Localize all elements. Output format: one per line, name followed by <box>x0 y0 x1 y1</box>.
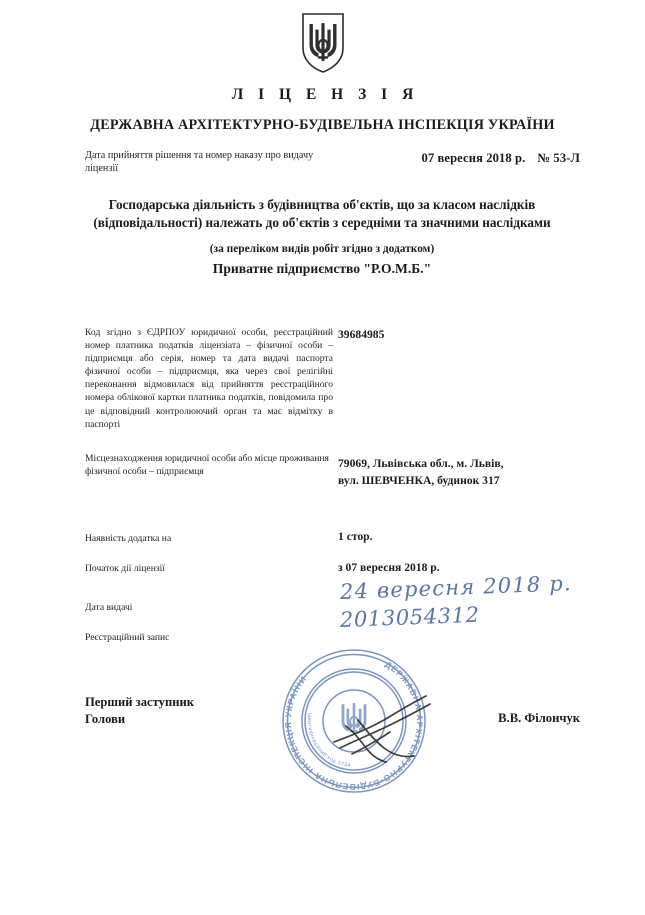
svg-text:ДЕРЖАВНА АРХІТЕКТУРНО-БУДІВЕЛЬ: ДЕРЖАВНА АРХІТЕКТУРНО-БУДІВЕЛЬНА ІНСПЕКЦІЯ УКРАЇНИ <box>282 658 426 793</box>
address-label: Місцезнаходження юридичної особи або місце проживання фізичної особи – підприємця <box>85 453 329 478</box>
edrpou-label: Код згідно з ЄДРПОУ юридичної особи, реєстраційний номер платника податків ліцензіата – фізичної особи – підприємця або серія, номер та дата видачі паспорта фізичної особи – підприємця, яка через свої релігійні переконання відмовилася від прийняття реєстраційного номера облікової картки платника податків, повідомила про це відповідний контролюючий орган та має відмітку в паспорті <box>85 327 333 430</box>
issuing-authority: ДЕРЖАВНА АРХІТЕКТУРНО-БУДІВЕЛЬНА ІНСПЕКЦІЯ УКРАЇНИ <box>90 117 555 133</box>
signatory-title-line-2: Голови <box>85 712 126 726</box>
signatory-title <box>85 694 305 728</box>
address-line-1: 79069, Львівська обл., м. Львів, <box>338 457 504 470</box>
handwritten-signature <box>330 690 460 770</box>
address-line-2: вул. ШЕВЧЕНКА, будинок 317 <box>338 473 500 487</box>
licensed-activity-note: (за переліком видів робіт згідно з додатком) <box>209 243 435 255</box>
registration-record-handwritten-value: 2013054312 <box>339 602 480 632</box>
annex-label: Наявність додатка на <box>85 533 172 544</box>
address-value <box>338 456 588 489</box>
coat-of-arms-container <box>0 12 645 79</box>
licensed-activity: Господарська діяльність з будівництва об'єктів, що за класом наслідків (відповідальності) належать до об'єктів з середніми та значними наслідками <box>93 197 551 231</box>
annex-value: 1 стор. <box>338 530 373 543</box>
ukraine-trident-icon <box>300 12 346 74</box>
license-start-value: з 07 вересня 2018 р. <box>338 561 440 574</box>
signatory-name: В.В. Філончук <box>498 711 580 725</box>
license-start-label: Початок дії ліцензії <box>85 563 165 574</box>
order-number: № 53-Л <box>537 151 580 165</box>
registration-record-label: Реєстраційний запис <box>85 632 170 643</box>
issue-date-label: Дата видачі <box>85 602 133 613</box>
order-label: Дата прийняття рішення та номер наказу про видачу ліцензії <box>85 150 314 174</box>
licensee-entity-name: Приватне підприємство "Р.О.М.Б." <box>212 261 432 276</box>
edrpou-value: 39684985 <box>338 328 385 341</box>
signatory-title-line-1: Перший заступник <box>85 695 194 709</box>
document-title: Л І Ц Е Н З І Я <box>231 86 419 103</box>
issue-date-handwritten-value: 24 вересня 2018 р. <box>339 571 573 604</box>
order-value <box>340 151 580 166</box>
svg-text:Ідентифікаційний код 3734: Ідентифікаційний код 3734 <box>306 712 351 769</box>
order-date: 07 вересня 2018 р. <box>421 151 526 165</box>
